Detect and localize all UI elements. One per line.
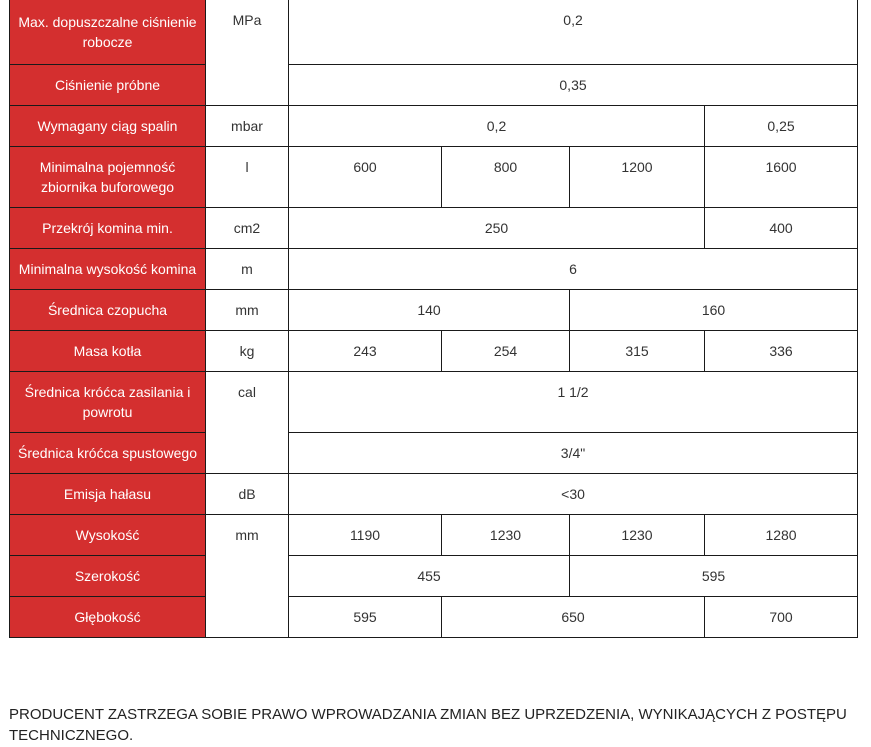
- manufacturer-note: PRODUCENT ZASTRZEGA SOBIE PRAWO WPROWADZANIA ZMIAN BEZ UPRZEDZENIA, WYNIKAJĄCYCH Z POSTĘPU TECHNICZNEGO.: [9, 706, 847, 744]
- row-label-noise: Emisja hałasu: [10, 474, 206, 515]
- row-label-chimney-height: Minimalna wysokość komina: [10, 249, 206, 290]
- value-cell: 1230: [442, 515, 570, 556]
- value-cell: 800: [442, 147, 570, 208]
- value-cell: 600: [289, 147, 442, 208]
- value-cell: 1600: [705, 147, 858, 208]
- table-row: [10, 556, 858, 597]
- row-label-flue-diameter: Średnica czopucha: [10, 290, 206, 331]
- row-label-boiler-mass: Masa kotła: [10, 331, 206, 372]
- value-cell: 400: [705, 208, 858, 249]
- value-cell: 243: [289, 331, 442, 372]
- table-row: [10, 147, 858, 208]
- value-cell: 250: [289, 208, 705, 249]
- row-label-chimney-section: Przekrój komina min.: [10, 208, 206, 249]
- table-row: [10, 372, 858, 433]
- row-label-test-pressure: Ciśnienie próbne: [10, 65, 206, 106]
- unit-cell: mm: [206, 290, 289, 331]
- value-cell: <30: [289, 474, 858, 515]
- value-cell: 0,2: [289, 0, 858, 65]
- table-row: [10, 474, 858, 515]
- value-cell: 336: [705, 331, 858, 372]
- value-cell: 595: [289, 597, 442, 638]
- row-label-max-pressure: Max. dopuszczalne ciśnienie robocze: [10, 0, 206, 65]
- unit-cell: kg: [206, 331, 289, 372]
- table-row: [10, 65, 858, 106]
- unit-cell: cm2: [206, 208, 289, 249]
- unit-cell: m: [206, 249, 289, 290]
- table-row: [10, 331, 858, 372]
- table-row: [10, 249, 858, 290]
- value-cell: 3/4": [289, 433, 858, 474]
- row-label-flue-draught: Wymagany ciąg spalin: [10, 106, 206, 147]
- unit-cell: dB: [206, 474, 289, 515]
- value-cell: 1 1/2: [289, 372, 858, 433]
- value-cell: 315: [570, 331, 705, 372]
- table-row: [10, 290, 858, 331]
- row-label-width: Szerokość: [10, 556, 206, 597]
- row-label-supply-return: Średnica króćca zasilania i powrotu: [10, 372, 206, 433]
- unit-cell: MPa: [206, 0, 289, 106]
- value-cell: 1280: [705, 515, 858, 556]
- value-cell: 455: [289, 556, 570, 597]
- value-cell: 650: [442, 597, 705, 638]
- row-label-drain-pipe: Średnica króćca spustowego: [10, 433, 206, 474]
- value-cell: 700: [705, 597, 858, 638]
- value-cell: 6: [289, 249, 858, 290]
- row-label-depth: Głębokość: [10, 597, 206, 638]
- row-label-buffer-tank: Minimalna pojemność zbiornika buforowego: [10, 147, 206, 208]
- table-row: [10, 0, 858, 65]
- table-row: [10, 515, 858, 556]
- value-cell: 160: [570, 290, 858, 331]
- value-cell: 0,35: [289, 65, 858, 106]
- unit-cell: l: [206, 147, 289, 208]
- unit-cell: mm: [206, 515, 289, 638]
- row-label-height: Wysokość: [10, 515, 206, 556]
- value-cell: 1200: [570, 147, 705, 208]
- unit-cell: mbar: [206, 106, 289, 147]
- value-cell: 595: [570, 556, 858, 597]
- table-row: [10, 208, 858, 249]
- value-cell: 140: [289, 290, 570, 331]
- table-row: [10, 433, 858, 474]
- table-row: [10, 106, 858, 147]
- value-cell: 254: [442, 331, 570, 372]
- spec-table: [9, 0, 858, 638]
- value-cell: 0,2: [289, 106, 705, 147]
- value-cell: 1230: [570, 515, 705, 556]
- value-cell: 0,25: [705, 106, 858, 147]
- table-row: [10, 597, 858, 638]
- value-cell: 1190: [289, 515, 442, 556]
- unit-cell: cal: [206, 372, 289, 474]
